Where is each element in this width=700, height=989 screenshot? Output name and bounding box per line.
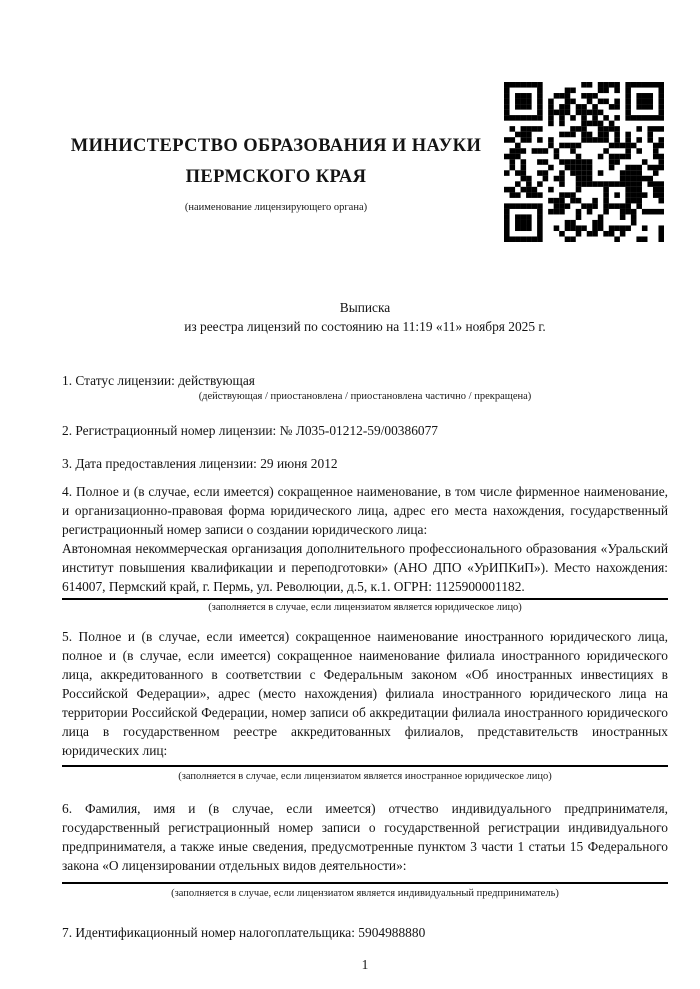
ministry-caption: (наименование лицензирующего органа) bbox=[184, 202, 368, 213]
ministry-name-line2: ПЕРМСКОГО КРАЯ bbox=[185, 167, 367, 187]
legal-entity-caption: (заполняется в случае, если лицензиатом является юридическое лицо) bbox=[208, 602, 522, 613]
ministry-name-line1: МИНИСТЕРСТВО ОБРАЗОВАНИЯ И НАУКИ bbox=[70, 136, 482, 156]
foreign-legal-entity-blank-line bbox=[62, 765, 668, 767]
section-license-status bbox=[62, 371, 668, 404]
section-foreign-legal-entity bbox=[62, 627, 668, 784]
section-registration-number: 2. Регистрационный номер лицензии: № Л035-01212-59/00386077 bbox=[62, 423, 438, 438]
individual-entrepreneur-caption: (заполняется в случае, если лицензиатом является индивидуальный предприниматель) bbox=[171, 888, 559, 899]
licensing-authority-header bbox=[0, 131, 552, 214]
section-individual-entrepreneur bbox=[62, 799, 668, 901]
license-status-options-caption: (действующая / приостановлена / приостановлена частично / прекращена) bbox=[198, 391, 532, 402]
ministry-name bbox=[0, 131, 552, 193]
qr-code-image bbox=[504, 82, 664, 242]
page-number: 1 bbox=[361, 957, 369, 972]
section-license-grant-date: 3. Дата предоставления лицензии: 29 июня 2012 bbox=[62, 456, 338, 471]
section-taxpayer-id: 7. Идентификационный номер налогоплательщика: 5904988880 bbox=[62, 925, 426, 940]
legal-entity-value: Автономная некоммерческая организация дополнительного профессионального образования «Уральский институт повышения квалификации и переподготовки» (АНО ДПО «УрИПКиП»). Место нахождения: 614007, Пермский край, г. Пермь, ул. Революции, д.5, к.1. ОГРН: 1125900001182. bbox=[62, 539, 668, 600]
section-legal-entity bbox=[62, 482, 668, 615]
individual-entrepreneur-blank-line bbox=[62, 882, 668, 884]
individual-entrepreneur-heading: 6. Фамилия, имя и (в случае, если имеется) отчество индивидуального предпринимателя, государственный регистрационный номер записи о государственной регистрации индивидуального предпринимателя, а также иные сведения, предусмотренные пунктом 3 части 1 статьи 15 Федерального закона «О лицензировании отдельных видов деятельности»: bbox=[62, 801, 668, 873]
document-body bbox=[62, 298, 668, 974]
foreign-legal-entity-caption: (заполняется в случае, если лицензиатом является иностранное юридическое лицо) bbox=[178, 771, 552, 782]
document-title: Выписка bbox=[339, 300, 391, 315]
license-status-text: 1. Статус лицензии: действующая bbox=[62, 373, 255, 388]
document-heading bbox=[62, 298, 668, 336]
foreign-legal-entity-heading: 5. Полное и (в случае, если имеется) сокращенное наименование иностранного юридического лица, полное и (в случае, если имеется) сокращенное наименование филиала иностранного юридического лица, аккредитованного в соответствии с Федеральным законом «Об иностранных инвестициях в Российской Федерации», адрес (место нахождения) филиала иностранного юридического лица на территории Российской Федерации, номер записи об аккредитации филиала иностранного юридического лица в государственном реестре аккредитованных филиалов, представительств иностранных юридических лиц: bbox=[62, 629, 668, 758]
document-subtitle: из реестра лицензий по состоянию на 11:19 «11» ноября 2025 г. bbox=[184, 319, 546, 334]
legal-entity-heading: 4. Полное и (в случае, если имеется) сокращенное наименование, в том числе фирменное наименование, и организационно-правовая форма юридического лица, адрес его места нахождения, государственный регистрационный номер записи о создании юридического лица: bbox=[62, 484, 668, 537]
